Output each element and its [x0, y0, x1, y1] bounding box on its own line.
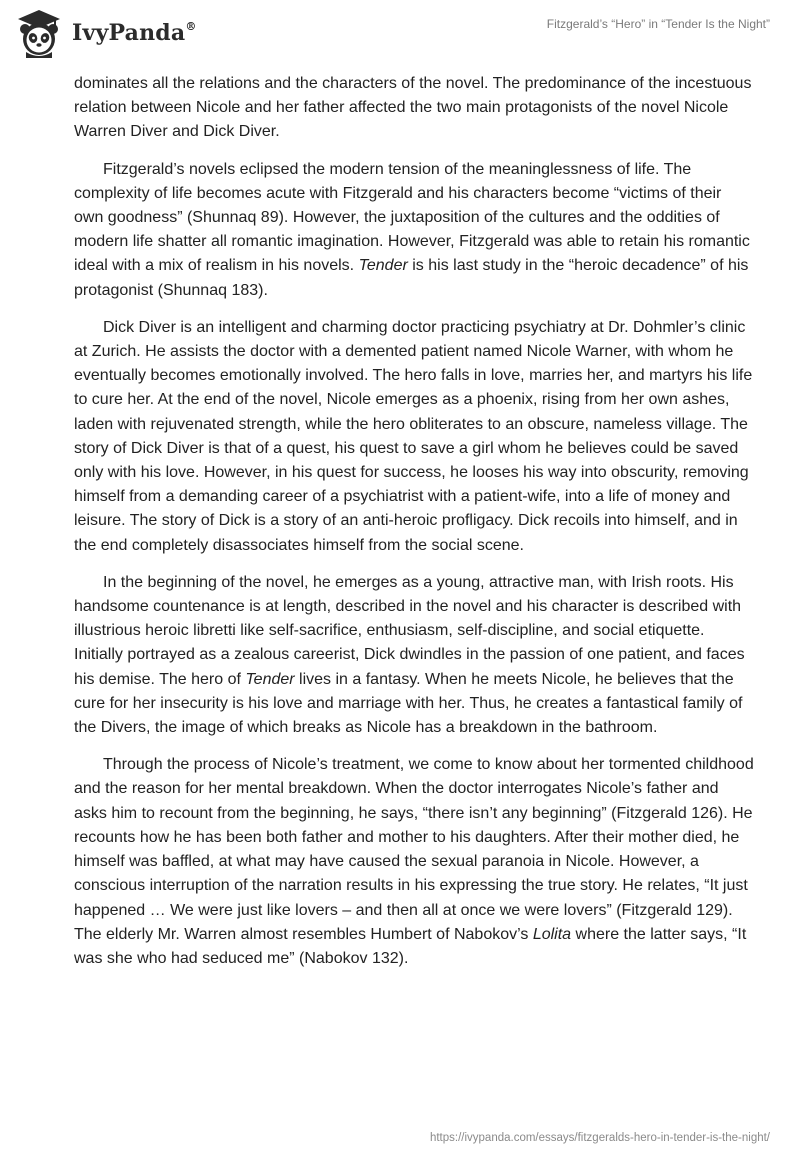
paragraph — [74, 316, 754, 558]
paragraph — [74, 158, 754, 303]
paragraph — [74, 571, 754, 740]
paragraph — [74, 753, 754, 971]
panda-graduate-icon — [14, 8, 64, 58]
text-run: Fitzgerald’s novels eclipsed the modern tension of the meaninglessness of life. The complexity of life becomes acute with Fitzgerald and his characters become “victims of their own goodness” (Shunnaq 89). However, the juxtaposition of the cultures and the oddities of modern life shatter all romantic imagination. However, Fitzgerald was able to retain his romantic ideal with a mix of realism in his novels. — [74, 160, 750, 275]
essay-body — [74, 72, 754, 984]
source-url[interactable]: https://ivypanda.com/essays/fitzgeralds-hero-in-tender-is-the-night/ — [429, 1132, 770, 1144]
italic-title: Lolita — [532, 925, 572, 943]
italic-title: Tender — [245, 670, 295, 688]
text-run: In the beginning of the novel, he emerges as a young, attractive man, with Irish roots. His handsome countenance is at length, described in the novel and his character is described with illustrious heroic libretti like self-sacrifice, enthusiasm, self-discipline, and social etiquette. Initially portrayed as a zealous careerist, Dick dwindles in the passion of one patient, and faces his demise. The hero of — [74, 573, 745, 688]
text-run: Through the process of Nicole’s treatment, we come to know about her tormented childhood and the reason for her mental breakdown. When the doctor interrogates Nicole’s father and asks him to recount from the beginning, he says, “there isn’t any beginning” (Fitzgerald 126). He recounts how he has been both father and mother to his daughters. After their mother died, he himself was baffled, at what may have caused the sexual paranoia in Nicole. However, a conscious interruption of the narration results in his expressing the true story. He relates, “It just happened … We were just like lovers – and then all at once we were lovers” (Fitzgerald 129). The elderly Mr. Warren almost resembles Humbert of Nabokov’s — [74, 756, 754, 943]
text-run: lives in a fantasy. When he meets Nicole, he believes that the cure for her insecurity is his love and marriage with her. Thus, he creates a fantastical family of the Divers, the image of which breaks as Nicole has a breakdown in the bathroom. — [74, 670, 743, 737]
document-title: Fitzgerald’s “Hero” in “Tender Is the Night” — [546, 17, 770, 31]
paragraph — [74, 72, 754, 145]
text-run: Dick Diver is an intelligent and charming doctor practicing psychiatry at Dr. Dohmler’s clinic at Zurich. He assists the doctor with a demented patient named Nicole Warner, with whom he eventually becomes emotionally involved. The hero falls in love, marries her, and martyrs his life to cure her. At the end of the novel, Nicole emerges as a phoenix, rising from her own ashes, laden with rejuvenated strength, while the hero obliterates to an obscure, nameless village. The story of Dick Diver is that of a quest, his quest to save a girl whom he believes could be saved only with his love. However, in his quest for success, he looses his way into obscurity, removing himself from a demanding career of a psychiatrist with a patient-wife, into a life of money and leisure. The story of Dick is a story of an anti-heroic profligacy. Dick recoils into himself, and in the end completely disassociates himself from the social scene. — [74, 318, 753, 554]
ivypanda-logo[interactable] — [14, 8, 197, 58]
italic-title: Tender — [358, 257, 408, 275]
page-header — [0, 0, 800, 64]
text-run: where the latter says, “It was she who had seduced me” (Nabokov 132). — [74, 925, 747, 967]
text-run: dominates all the relations and the characters of the novel. The predominance of the incestuous relation between Nicole and her father affected the two main protagonists of the novel Nicole Warren Diver and Dick Diver. — [74, 75, 752, 141]
text-run: is his last study in the “heroic decadence” of his protagonist (Shunnaq 183). — [74, 257, 749, 299]
brand-name: IvyPanda® — [72, 19, 197, 46]
